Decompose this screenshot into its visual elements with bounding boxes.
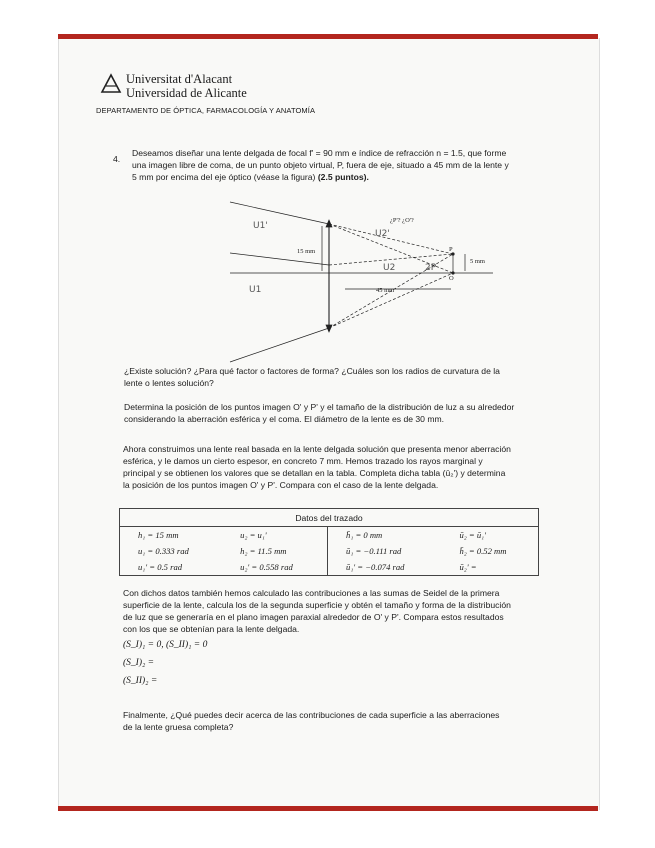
- table-row: [120, 543, 539, 559]
- hand-u1: U1: [249, 285, 262, 295]
- table-row: [120, 559, 539, 576]
- question-d-line-1: Con dichos datos también hemos calculado las contribuciones a las sumas de Seidel de la primera: [123, 588, 500, 598]
- question-b-line-2: considerando la aberración esférica y el coma. El diámetro de la lente es de 30 mm.: [124, 414, 445, 424]
- fig-label-p: P: [449, 246, 453, 253]
- question-number: 4.: [113, 154, 121, 164]
- table-cell: h̄₂ = 0.52 mm: [459, 546, 507, 556]
- table-cell: h₂ = 11.5 mm: [240, 546, 287, 556]
- table-cell: ū₂ = ū₁': [459, 530, 486, 540]
- fig-label-45mm: 45 mm: [376, 287, 395, 294]
- scan-edge-top: [58, 34, 598, 39]
- fig-label-5mm: 5 mm: [470, 258, 485, 265]
- virtual-ray-1: [329, 224, 453, 254]
- question-a-line-1: ¿Existe solución? ¿Para qué factor o factores de forma? ¿Cuáles son los radios de curvatura de la: [124, 366, 500, 376]
- question-line-2: una imagen libre de coma, de un punto objeto virtual, P, fuera de eje, situado a 45 mm de la lente y: [132, 160, 509, 170]
- table-title: Datos del trazado: [120, 509, 539, 527]
- question-d-line-3: de luz que se generaría en el plano imagen paraxial alrededor de O' y P'. Compara estos resultados: [123, 612, 504, 622]
- fig-label-15mm: 15 mm: [297, 248, 316, 255]
- question-line-3-text: 5 mm por encima del eje óptico (véase la figura): [132, 172, 316, 182]
- hand-u2p: U2': [375, 229, 390, 239]
- question-points: (2.5 puntos).: [317, 172, 369, 182]
- table-cell: ū₂' =: [459, 562, 477, 572]
- ray-marginal-top: [230, 202, 329, 224]
- question-e-line-1: Finalmente, ¿Qué puedes decir acerca de las contribuciones de cada superficie a las aberraciones: [123, 710, 500, 720]
- table-cell: u₁ = 0.333 rad: [138, 546, 189, 556]
- equation-1: (S_I)₁ = 0, (S_II)₁ = 0: [123, 640, 208, 650]
- virtual-ray-5: [329, 273, 453, 328]
- table-cell: h₁ = 15 mm: [138, 530, 179, 540]
- table-cell: h̄₁ = 0 mm: [328, 527, 442, 544]
- question-line-3: [132, 172, 369, 184]
- table-row: [120, 527, 539, 544]
- fig-label-o: O: [449, 275, 454, 282]
- equation-3: (S_II)₂ =: [123, 676, 158, 686]
- question-c-line-4: la posición de los puntos imagen O' y P'. Compara con el caso de la lente delgada.: [123, 480, 439, 490]
- table-cell: u₂' = 0.558 rad: [240, 562, 293, 572]
- fig-label-pq: ¿P'? ¿O'?: [390, 217, 414, 224]
- department-name: DEPARTAMENTO DE ÓPTICA, FARMACOLOGÍA Y ANATOMÍA: [96, 106, 316, 115]
- question-c-line-2: esférica, y le damos un cierto espesor, en concreto 7 mm. Hemos trazado los rayos marginal y: [123, 456, 483, 466]
- table-cell: u₁' = 0.5 rad: [138, 562, 183, 572]
- university-name-ca: Universitat d'Alacant: [126, 72, 233, 86]
- ray-marginal-bottom: [230, 328, 329, 362]
- question-line-1: Deseamos diseñar una lente delgada de focal f' = 90 mm e índice de refracción n = 1.5, que forme: [132, 148, 507, 158]
- question-d-line-4: con los que se obtenían para la lente delgada.: [123, 624, 300, 634]
- table-cell: u₂ = u₁': [240, 530, 267, 540]
- table-cell: ū₁' = −0.074 rad: [328, 559, 442, 576]
- question-b-line-1: Determina la posición de los puntos imagen O' y P' y el tamaño de la distribución de luz a su alrededor: [124, 402, 515, 412]
- scan-edge-bottom: [58, 806, 598, 811]
- question-c-line-1: Ahora construimos una lente real basada en la lente delgada solución que presenta menor aberración: [123, 444, 511, 454]
- ray-trace-table: [119, 508, 539, 576]
- equation-2: (S_I)₂ =: [123, 658, 155, 668]
- hand-2p: 2P: [425, 263, 437, 273]
- table-cell: ū₁ = −0.111 rad: [328, 543, 442, 559]
- university-name-es: Universidad de Alicante: [126, 86, 247, 100]
- university-logo-icon: [100, 72, 122, 94]
- question-a-line-2: lente o lentes solución?: [124, 378, 214, 388]
- optical-figure: [225, 196, 515, 364]
- question-d-line-2: superficie de la lente, calcula los de la segunda superficie y obtén el tamaño y forma de la distribución: [123, 600, 511, 610]
- hand-u1p: U1': [253, 221, 268, 231]
- hand-u2: U2: [383, 263, 396, 273]
- question-c-line-3: principal y se obtienen los valores que se detallan en la tabla. Completa dicha tabla (ū₂') y determina: [123, 468, 506, 478]
- question-e-line-2: de la lente gruesa completa?: [123, 722, 234, 732]
